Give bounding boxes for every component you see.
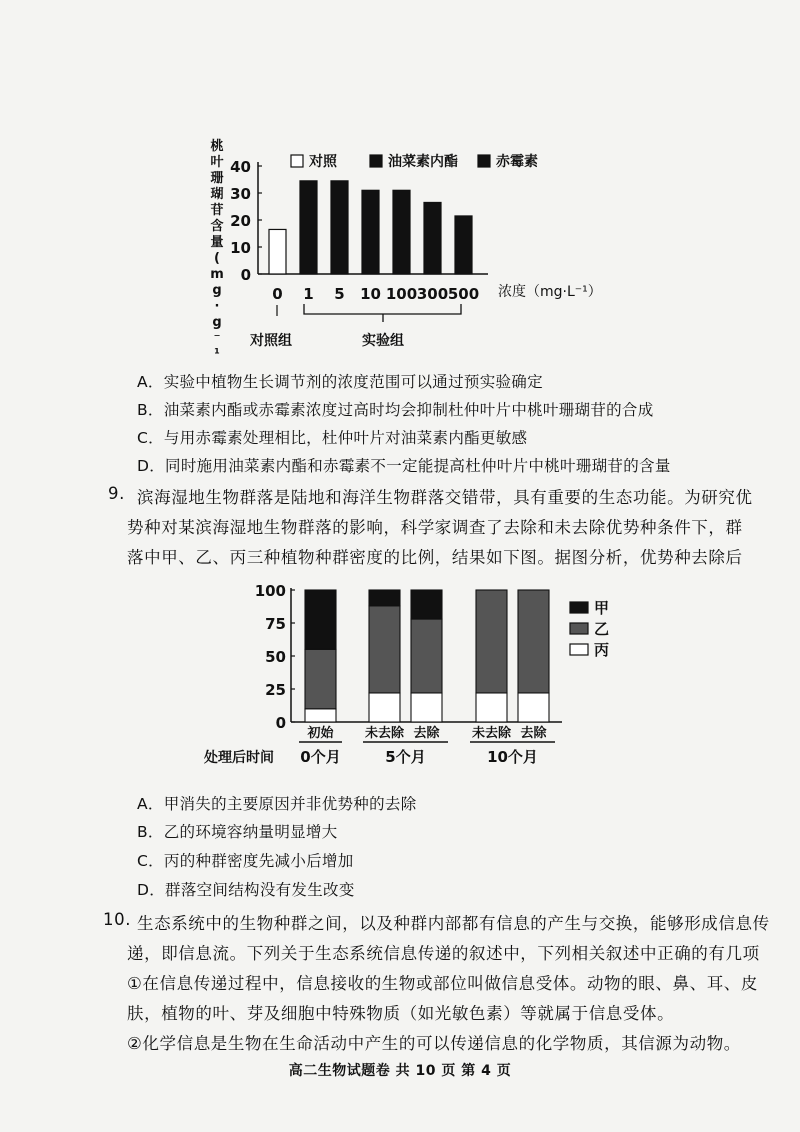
chart-population-density [0,570,800,780]
q9-line-1: 滨海湿地生物群落是陆地和海洋生物群落交错带，具有重要的生态功能。为研究优 [137,488,753,507]
bar-segment [305,649,336,708]
experiment-group-label: 实验组 [362,333,404,349]
x-tick-label: 0 [272,285,283,303]
q9-option-b: B．乙的环境容纳量明显增大 [137,823,338,841]
y-tick-labels [255,582,295,732]
y-tick-label: 100 [254,582,286,600]
y-axis-title-char: ⁻ [213,331,221,346]
y-axis-title-char: m [210,267,224,282]
y-axis-title-char: 珊 [210,171,224,186]
legend-label: 甲 [594,599,610,617]
legend-label: 对照 [309,154,337,170]
y-axis-title-char: ( [214,251,220,266]
y-axis-title-char: 含 [210,219,224,234]
y-tick-label: 10 [230,239,251,257]
y-axis-title-char: g [212,315,222,330]
legend-label: 赤霉素 [496,154,538,170]
q10-item-1-line-2: 肤，植物的叶、芽及细胞中特殊物质（如光敏色素）等就属于信息受体。 [127,1004,675,1023]
y-axis-title-char: 苷 [210,203,224,218]
legend-label: 丙 [594,641,610,659]
q9-option-d: D．群落空间结构没有发生改变 [137,881,355,899]
x-axis-title: 处理后时间 [204,750,274,766]
q10-line-2: 递，即信息流。下列关于生态系统信息传递的叙述中，下列相关叙述中正确的有几项 [127,944,760,963]
x-axis-label: 浓度（mg·L⁻¹） [498,284,602,300]
bar [269,229,286,274]
x-tick-label: 5 [334,285,345,303]
q10-item-1-line-1: ①在信息传递过程中，信息接收的生物或部位叫做信息受体。动物的眼、鼻、耳、皮 [127,974,758,993]
q9-number: 9. [108,484,125,503]
legend [291,153,538,170]
y-tick-label: 30 [230,185,251,203]
bar-segment [476,693,507,722]
y-tick-label: 75 [265,615,286,633]
legend [570,599,609,659]
q10-line-1: 生态系统中的生物种群之间，以及种群内部都有信息的产生与交换，能够形成信息传 [137,914,770,933]
time-group-label: 0个月 [300,748,341,766]
x-tick-label: 300 [416,285,449,303]
bar [362,190,379,274]
y-axis-title-char: 瑚 [210,187,224,202]
category-label: 未去除 [364,726,405,741]
x-tick-label: 500 [447,285,480,303]
time-group-labels [299,742,555,766]
category-labels [306,725,547,741]
bar-segment [518,590,549,693]
legend-label: 油菜素内酯 [388,154,458,170]
y-tick-label: 40 [230,158,251,176]
legend-swatch [370,155,382,167]
bar [455,216,472,274]
experiment-group-brace [304,304,461,322]
legend-swatch [478,155,490,167]
y-axis-title-char: 叶 [210,155,224,170]
q9-option-c: C．丙的种群密度先减小后增加 [137,852,354,870]
y-tick-label: 50 [265,648,286,666]
bar [424,202,441,274]
q10-number: 10. [103,910,132,929]
bar-segment [411,619,442,693]
q8-option-c: C．与用赤霉素处理相比，杜仲叶片对油菜素内酯更敏感 [137,429,528,447]
bar-segment [369,606,400,693]
bar-segment [305,709,336,722]
legend-swatch [570,644,588,655]
q8-option-d: D．同时施用油菜素内酯和赤霉素不一定能提高杜仲叶片中桃叶珊瑚苷的含量 [137,457,671,475]
y-tick-label: 0 [275,714,286,732]
y-axis-title-char: · [214,299,220,314]
y-axis-title-char: ¹ [214,347,220,360]
y-tick-labels [230,158,262,284]
bar-segment [411,590,442,619]
bar-segment [518,693,549,722]
stacked-bars [305,590,549,722]
bar-segment [476,590,507,693]
bar-segment [411,693,442,722]
q9-line-3: 落中甲、乙、丙三种植物种群密度的比例，结果如下图。据图分析，优势种去除后 [127,548,743,567]
page-footer: 高二生物试题卷 共 10 页 第 4 页 [288,1063,512,1079]
bar-segment [369,590,400,606]
bar [331,181,348,274]
y-axis-title-char: g [212,283,222,298]
bar-segment [369,693,400,722]
legend-swatch [570,623,588,634]
legend-swatch [570,602,588,613]
q9-line-2: 势种对某滨海湿地生物群落的影响，科学家调查了去除和未去除优势种条件下，群 [127,518,743,537]
y-axis-title-char: 量 [210,235,224,250]
y-axis-title [209,138,224,360]
time-group-label: 10个月 [487,748,538,766]
chart-aucubin-content [0,0,800,360]
y-axis-title-char: 桃 [210,139,224,154]
bars [269,181,472,274]
x-tick-label: 1 [303,285,314,303]
y-tick-label: 0 [240,266,251,284]
bar-segment [305,590,336,649]
x-tick-label: 10 [360,285,381,303]
x-tick-labels [272,285,479,303]
q10-item-2: ②化学信息是生物在生命活动中产生的可以传递信息的化学物质，其信源为动物。 [127,1034,741,1053]
x-tick-label: 100 [385,285,418,303]
control-group-label: 对照组 [250,333,292,349]
legend-label: 乙 [594,620,610,638]
legend-swatch [291,155,303,167]
q8-option-a: A．实验中植物生长调节剂的浓度范围可以通过预实验确定 [137,373,543,391]
category-label: 去除 [520,726,547,741]
category-label: 去除 [413,726,440,741]
q9-option-a: A．甲消失的主要原因并非优势种的去除 [137,795,417,813]
category-label: 未去除 [471,726,512,741]
q8-option-b: B．油菜素内酯或赤霉素浓度过高时均会抑制杜仲叶片中桃叶珊瑚苷的合成 [137,401,654,419]
y-tick-label: 25 [265,681,286,699]
bar [393,190,410,274]
time-group-label: 5个月 [385,748,426,766]
category-label: 初始 [307,726,334,741]
y-tick-label: 20 [230,212,251,230]
bar [300,181,317,274]
